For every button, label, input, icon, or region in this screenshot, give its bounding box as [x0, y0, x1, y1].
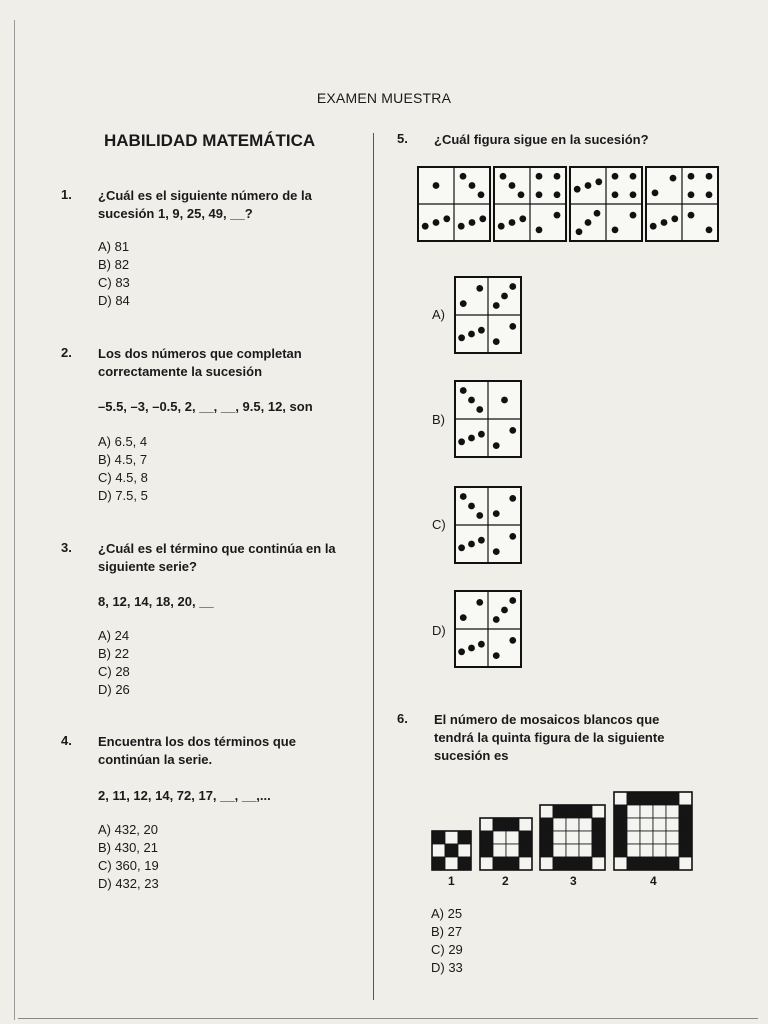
dot: [630, 173, 637, 180]
tile: [614, 831, 627, 844]
tile: [566, 818, 579, 831]
question-sequence: –5.5, –3, –0.5, 2, __, __, 9.5, 12, son: [98, 399, 313, 414]
dot: [460, 387, 467, 394]
dot: [612, 173, 619, 180]
tile: [653, 831, 666, 844]
tile: [445, 857, 458, 870]
dot: [498, 223, 505, 230]
dot: [500, 173, 507, 180]
tile: [679, 818, 692, 831]
tile: [445, 844, 458, 857]
dot: [509, 219, 516, 226]
option-b-label[interactable]: B): [432, 412, 445, 427]
page-bottom-rule: [18, 1018, 758, 1019]
dot: [509, 533, 516, 540]
tile: [614, 792, 627, 805]
tile: [666, 818, 679, 831]
option-c[interactable]: C) 29: [431, 942, 463, 957]
question-sequence: 2, 11, 12, 14, 72, 17, __, __,...: [98, 788, 271, 803]
tile: [614, 818, 627, 831]
dot: [458, 334, 465, 341]
dot: [670, 175, 677, 182]
tile: [506, 857, 519, 870]
dot: [519, 215, 526, 222]
dot: [554, 191, 561, 198]
dot: [536, 173, 543, 180]
tile: [640, 818, 653, 831]
option-b[interactable]: B) 22: [98, 646, 130, 661]
tile: [579, 844, 592, 857]
tile: [566, 857, 579, 870]
dot: [509, 495, 516, 502]
dot: [493, 338, 500, 345]
dot: [594, 210, 601, 217]
dot: [476, 406, 483, 413]
question-number: 2.: [61, 345, 72, 360]
option-c-figure[interactable]: [454, 486, 524, 566]
dot: [554, 212, 561, 219]
answer-options: [98, 627, 130, 699]
dot: [478, 431, 485, 438]
tile: [579, 857, 592, 870]
option-c[interactable]: C) 4.5, 8: [98, 470, 148, 485]
dot: [460, 300, 467, 307]
dot: [574, 186, 581, 193]
tile: [432, 831, 445, 844]
dot: [433, 219, 440, 226]
dot: [493, 548, 500, 555]
tile: [627, 831, 640, 844]
option-b[interactable]: B) 27: [431, 924, 463, 939]
tile: [540, 844, 553, 857]
dot: [443, 215, 450, 222]
option-c[interactable]: C) 28: [98, 664, 130, 679]
dot: [460, 173, 467, 180]
dot: [509, 637, 516, 644]
dot: [493, 616, 500, 623]
figure-label-2: 2: [502, 874, 509, 888]
tile: [666, 805, 679, 818]
tile: [553, 818, 566, 831]
figure-label-4: 4: [650, 874, 657, 888]
tile: [627, 857, 640, 870]
tile: [679, 805, 692, 818]
figure-label-1: 1: [448, 874, 455, 888]
tile: [614, 844, 627, 857]
dot: [478, 327, 485, 334]
figure-label-3: 3: [570, 874, 577, 888]
question-stem: ¿Cuál es el siguiente número de la sucesión 1, 9, 25, 49, __?: [98, 188, 312, 221]
question-5: [397, 131, 757, 151]
dot: [478, 641, 485, 648]
answer-options: [98, 821, 159, 893]
dot: [468, 331, 475, 338]
page-header: EXAMEN MUESTRA: [316, 90, 452, 106]
tile: [666, 792, 679, 805]
tile: [480, 844, 493, 857]
tile: [553, 805, 566, 818]
tile: [592, 805, 605, 818]
dot: [661, 219, 668, 226]
dot: [612, 227, 619, 234]
tile: [458, 844, 471, 857]
question-4: [61, 733, 361, 893]
tile: [679, 792, 692, 805]
tile: [579, 805, 592, 818]
option-b-figure[interactable]: [454, 380, 524, 460]
question-number: 5.: [397, 131, 408, 146]
tile: [653, 805, 666, 818]
tile: [640, 831, 653, 844]
tile: [579, 818, 592, 831]
dot: [554, 173, 561, 180]
tile: [653, 818, 666, 831]
dot: [509, 283, 516, 290]
tile: [679, 844, 692, 857]
question-2: [61, 345, 361, 505]
tile: [519, 844, 532, 857]
tile-pattern-figure: [430, 782, 700, 877]
tile: [592, 831, 605, 844]
dot: [576, 228, 583, 235]
tile: [566, 805, 579, 818]
dot: [433, 182, 440, 189]
option-a[interactable]: A) 432, 20: [98, 822, 158, 837]
question-number: 3.: [61, 540, 72, 555]
option-d-label[interactable]: D): [432, 623, 446, 638]
tile: [445, 831, 458, 844]
tile: [566, 831, 579, 844]
tile: [592, 844, 605, 857]
tile: [519, 831, 532, 844]
tile: [640, 792, 653, 805]
tile: [640, 805, 653, 818]
dot: [688, 173, 695, 180]
tile: [480, 818, 493, 831]
option-c[interactable]: C) 83: [98, 275, 130, 290]
tile: [653, 792, 666, 805]
tile: [592, 818, 605, 831]
tile: [640, 857, 653, 870]
question-stem: ¿Cuál es el término que continúa en la siguiente serie?: [98, 541, 336, 574]
question-number: 6.: [397, 711, 408, 726]
dot: [518, 191, 525, 198]
tile: [493, 831, 506, 844]
answer-options-q6: [431, 905, 463, 977]
tile: [614, 857, 627, 870]
tile: [540, 805, 553, 818]
dot: [478, 537, 485, 544]
dot: [460, 493, 467, 500]
tile: [540, 818, 553, 831]
option-d[interactable]: D) 84: [98, 293, 130, 308]
option-d[interactable]: D) 432, 23: [98, 876, 159, 891]
tile: [432, 844, 445, 857]
dot: [468, 645, 475, 652]
option-a-figure[interactable]: [454, 276, 524, 356]
tile: [506, 818, 519, 831]
question-stem: Encuentra los dos términos que continúan la serie.: [98, 734, 296, 767]
dot: [688, 191, 695, 198]
dot: [585, 182, 592, 189]
dot: [469, 182, 476, 189]
dot: [630, 191, 637, 198]
dot: [501, 293, 508, 300]
tile: [627, 792, 640, 805]
tile: [540, 831, 553, 844]
dot: [650, 223, 657, 230]
tile: [458, 857, 471, 870]
dot: [688, 212, 695, 219]
tile: [458, 831, 471, 844]
option-d[interactable]: D) 33: [431, 960, 463, 975]
dot: [509, 427, 516, 434]
answer-options: [98, 433, 148, 505]
option-d-figure[interactable]: [454, 590, 524, 670]
tile: [493, 844, 506, 857]
tile: [506, 831, 519, 844]
tile: [553, 844, 566, 857]
dot: [536, 227, 543, 234]
tile: [506, 844, 519, 857]
tile: [666, 831, 679, 844]
dot: [468, 503, 475, 510]
option-a-label[interactable]: A): [432, 307, 445, 322]
dot: [476, 285, 483, 292]
dot: [468, 397, 475, 404]
option-c-label[interactable]: C): [432, 517, 446, 532]
dot: [493, 510, 500, 517]
tile: [614, 805, 627, 818]
tile: [566, 844, 579, 857]
tile: [553, 857, 566, 870]
dot: [706, 173, 713, 180]
question-number: 1.: [61, 187, 72, 202]
tile: [553, 831, 566, 844]
tile: [493, 818, 506, 831]
tile: [592, 857, 605, 870]
tile: [480, 857, 493, 870]
option-a[interactable]: A) 81: [98, 239, 130, 254]
tile: [627, 818, 640, 831]
dot-sequence-figure: [416, 165, 716, 245]
dot: [509, 182, 516, 189]
dot: [501, 607, 508, 614]
dot: [458, 648, 465, 655]
dot: [509, 597, 516, 604]
scan-edge-line: [14, 20, 15, 1020]
tile: [627, 805, 640, 818]
dot: [460, 614, 467, 621]
tile: [653, 844, 666, 857]
tile: [640, 844, 653, 857]
dot: [501, 397, 508, 404]
option-b[interactable]: B) 4.5, 7: [98, 452, 148, 467]
dot: [536, 191, 543, 198]
tile: [540, 857, 553, 870]
dot: [478, 191, 485, 198]
option-a[interactable]: A) 6.5, 4: [98, 434, 148, 449]
tile: [666, 844, 679, 857]
dot: [493, 302, 500, 309]
tile: [432, 857, 445, 870]
option-a[interactable]: A) 25: [431, 906, 463, 921]
tile: [519, 857, 532, 870]
question-sequence: 8, 12, 14, 18, 20, __: [98, 594, 214, 609]
question-3: [61, 540, 361, 700]
dot: [595, 178, 602, 185]
tile: [493, 857, 506, 870]
option-d[interactable]: D) 26: [98, 682, 130, 697]
dot: [493, 652, 500, 659]
question-stem: El número de mosaicos blancos que tendrá la quinta figura de la siguiente sucesión es: [434, 712, 665, 763]
dot: [476, 599, 483, 606]
tile: [480, 831, 493, 844]
question-1: [61, 187, 361, 317]
option-c[interactable]: C) 360, 19: [98, 858, 159, 873]
dot: [493, 442, 500, 449]
tile: [579, 831, 592, 844]
dot: [468, 541, 475, 548]
option-b[interactable]: B) 430, 21: [98, 840, 158, 855]
dot: [652, 190, 659, 197]
dot: [458, 544, 465, 551]
question-number: 4.: [61, 733, 72, 748]
tile: [627, 844, 640, 857]
dot: [585, 219, 592, 226]
dot: [422, 223, 429, 230]
dot: [706, 191, 713, 198]
tile: [679, 857, 692, 870]
dot: [458, 438, 465, 445]
dot: [706, 227, 713, 234]
section-title: HABILIDAD MATEMÁTICA: [104, 131, 316, 150]
question-stem: Los dos números que completan correctamente la sucesión: [98, 346, 302, 379]
tile: [519, 818, 532, 831]
dot: [458, 223, 465, 230]
answer-options: [98, 238, 130, 310]
question-6: [397, 711, 757, 771]
option-b[interactable]: B) 82: [98, 257, 130, 272]
dot: [671, 215, 678, 222]
tile: [679, 831, 692, 844]
tile: [653, 857, 666, 870]
question-stem: ¿Cuál figura sigue en la sucesión?: [434, 132, 649, 147]
dot: [612, 191, 619, 198]
option-a[interactable]: A) 24: [98, 628, 130, 643]
column-divider: [373, 133, 374, 1000]
dot: [630, 212, 637, 219]
option-d[interactable]: D) 7.5, 5: [98, 488, 148, 503]
dot: [509, 323, 516, 330]
dot: [476, 512, 483, 519]
dot: [479, 215, 486, 222]
tile: [666, 857, 679, 870]
dot: [469, 219, 476, 226]
dot: [468, 435, 475, 442]
